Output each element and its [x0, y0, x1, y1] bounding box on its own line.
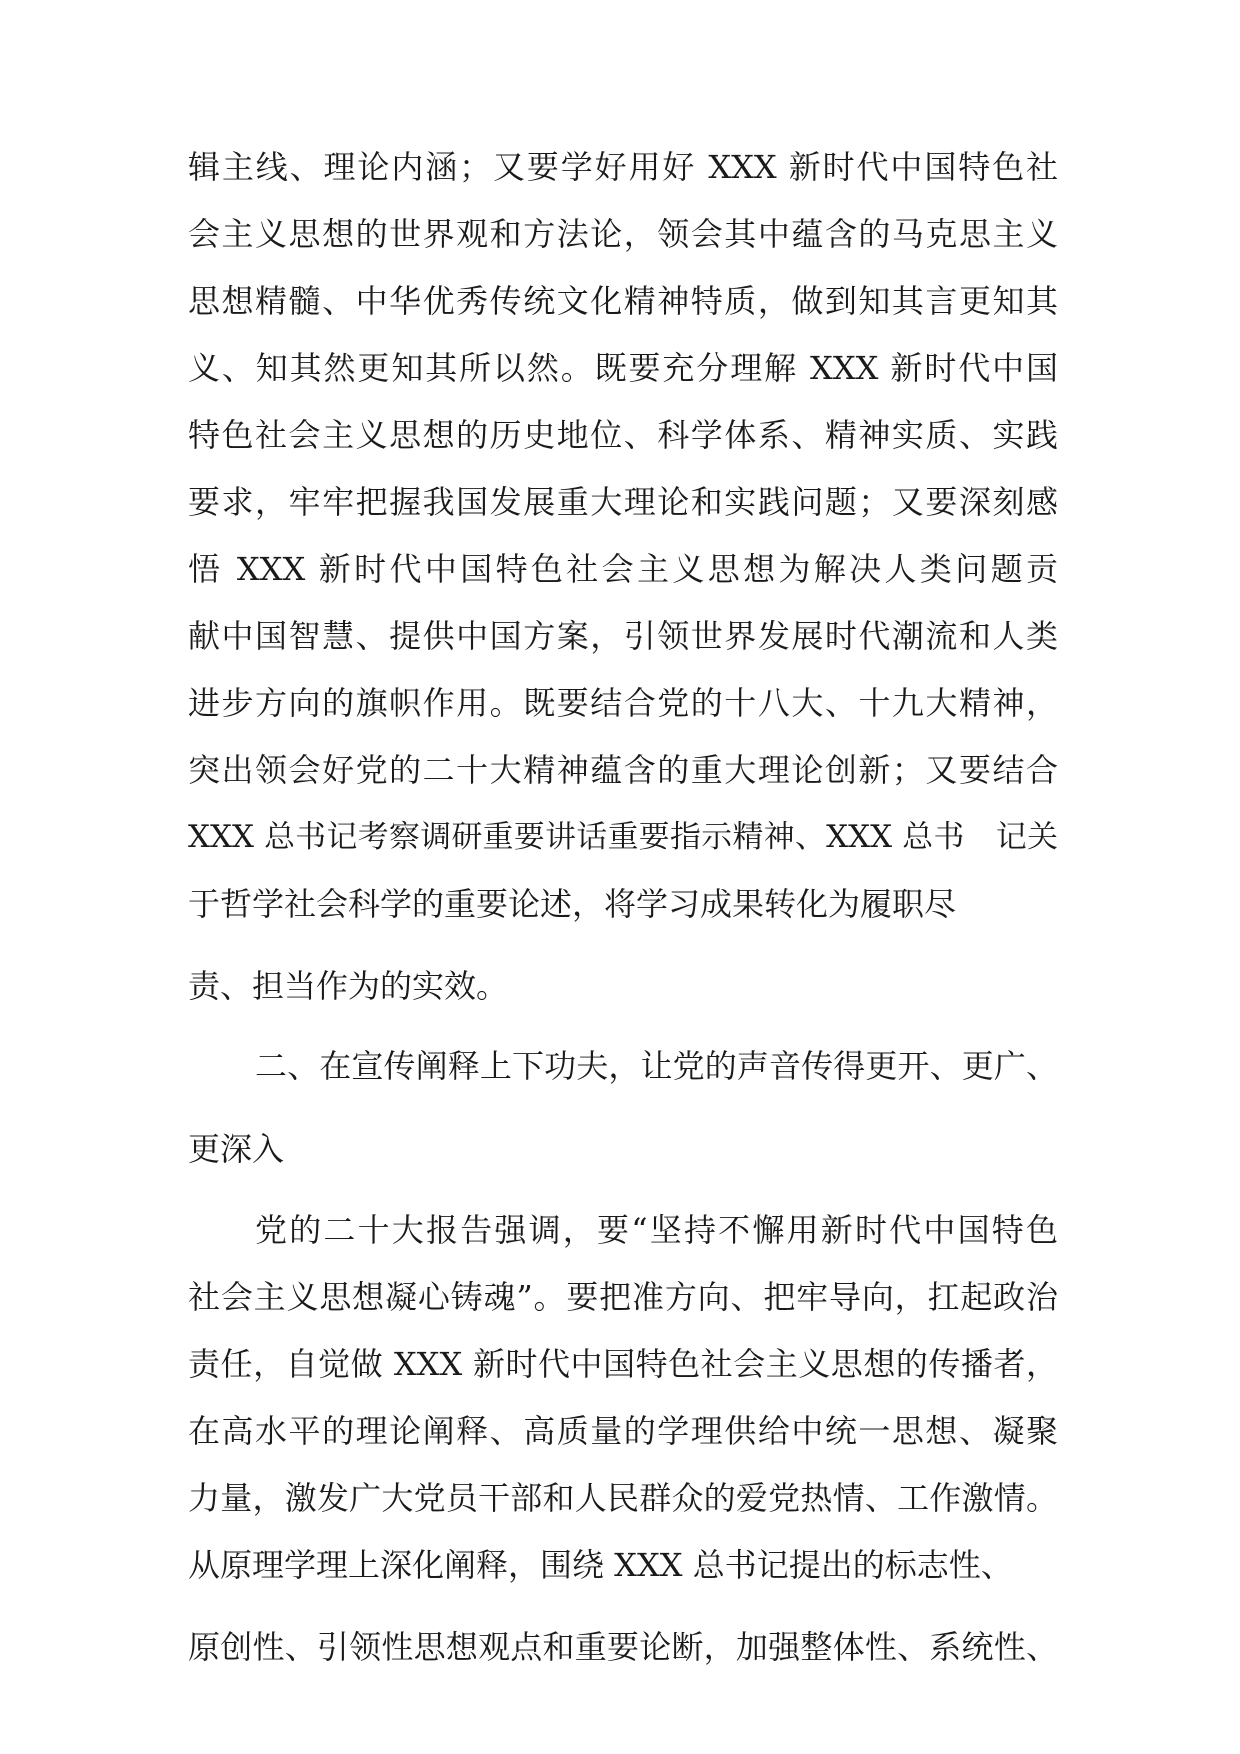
paragraph-line: 献中国智慧、提供中国方案，引领世界发展时代潮流和人类: [188, 617, 1058, 655]
paragraph-line: 思想精髓、中华优秀传统文化精神特质，做到知其言更知其: [188, 282, 1058, 320]
paragraph-line: 党的二十大报告强调，要“坚持不懈用新时代中国特色: [255, 1211, 1058, 1249]
paragraph-line: 突出领会好党的二十大精神蕴含的重大理论创新；又要结合: [188, 751, 1058, 789]
paragraph-line: 辑主线、理论内涵；又要学好用好 XXX 新时代中国特色社: [188, 148, 1058, 186]
paragraph-line: 要求，牢牢把握我国发展重大理论和实践问题；又要深刻感: [188, 483, 1058, 521]
paragraph-line: 特色社会主义思想的历史地位、科学体系、精神实质、实践: [188, 416, 1058, 454]
paragraph-line: 社会主义思想凝心铸魂”。要把准方向、把牢导向，扛起政治: [188, 1278, 1058, 1316]
paragraph-line: 进步方向的旗帜作用。既要结合党的十八大、十九大精神，: [188, 684, 1058, 722]
section-heading: 二、在宣传阐释上下功夫，让党的声音传得更开、更广、: [255, 1047, 1058, 1085]
paragraph-line: 于哲学社会科学的重要论述，将学习成果转化为履职尽: [188, 885, 957, 923]
paragraph-line: 力量，激发广大党员干部和人民群众的爱党热情、工作激情。: [188, 1479, 1058, 1517]
paragraph-line: 责、担当作为的实效。: [188, 967, 509, 1005]
paragraph-line: 从原理学理上深化阐释，围绕 XXX 总书记提出的标志性、: [188, 1546, 1013, 1584]
paragraph-line: 原创性、引领性思想观点和重要论断，加强整体性、系统性、: [188, 1628, 1058, 1666]
paragraph-line: 在高水平的理论阐释、高质量的学理供给中统一思想、凝聚: [188, 1412, 1058, 1450]
paragraph-line: 会主义思想的世界观和方法论，领会其中蕴含的马克思主义: [188, 215, 1058, 253]
paragraph-line: 悟 XXX 新时代中国特色社会主义思想为解决人类问题贡: [188, 550, 1058, 588]
section-heading: 更深入: [188, 1130, 285, 1168]
paragraph-line: 责任，自觉做 XXX 新时代中国特色社会主义思想的传播者，: [188, 1345, 1058, 1383]
paragraph-line: XXX 总书记考察调研重要讲话重要指示精神、XXX 总书 记关: [188, 819, 1058, 855]
paragraph-line: 义、知其然更知其所以然。既要充分理解 XXX 新时代中国: [188, 349, 1058, 387]
